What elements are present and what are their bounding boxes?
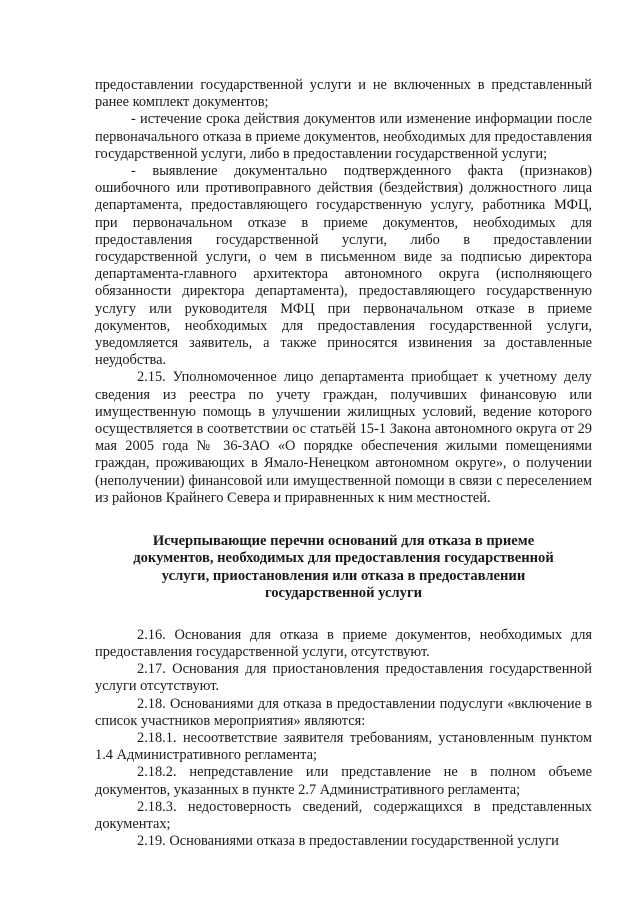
list-item-erroneous-action: - выявление документально подтвержденного факта (признаков) ошибочного или противоправного действия (бездействия) должностного лица департамента, предоставляющего государственную услугу, работника МФЦ, при первоначальном отказе в приеме документов, необходимых для предоставления государственной услуги, либо в предоставлении государственной услуги, о чем в письменном виде за подписью директора департамента-главного архитектора автономного округа (исполняющего обязанности директора департамента), предоставляющего государственную услугу или руководителя МФЦ при первоначальном отказе в приеме документов, необходимых для предоставления государственной услуги, уведомляется заявитель, а также приносятся извинения за доставленные неудобства. [95, 163, 592, 369]
section-heading-line: Исчерпывающие перечни оснований для отказа в приеме [152, 533, 535, 550]
clause-2-18: 2.18. Основаниями для отказа в предоставлении подуслуги «включение в список участников мероприятия» являются: [95, 695, 592, 729]
section-heading-line: услуги, приостановления или отказа в предоставлении [161, 567, 526, 584]
section-heading [95, 533, 592, 603]
list-item-document-expiry: - истечение срока действия документов или изменение информации после первоначального отказа в приеме документов, необходимых для предоставления государственной услуги, либо в предоставлении государственной услуги; [95, 111, 592, 162]
clause-2-18-1: 2.18.1. несоответствие заявителя требованиям, установленным пунктом 1.4 Административного регламента; [95, 729, 592, 764]
paragraph-continuation: предоставлении государственной услуги и не включенных в представленный ранее комплект документов; [95, 77, 592, 111]
section-heading-line: документов, необходимых для предоставления государственной [133, 550, 554, 567]
clause-2-16: 2.16. Основания для отказа в приеме документов, необходимых для предоставления государственной услуги, отсутствуют. [95, 626, 592, 660]
section-heading-line: государственной услуги [264, 585, 423, 602]
clause-2-18-3: 2.18.3. недостоверность сведений, содержащихся в представленных документах; [95, 798, 592, 832]
clause-2-18-2: 2.18.2. непредставление или представление не в полном объеме документов, указанных в пункте 2.7 Административного регламента; [95, 764, 592, 798]
clause-2-19: 2.19. Основаниями отказа в предоставлении государственной услуги [137, 833, 559, 850]
clause-2-15: 2.15. Уполномоченное лицо департамента приобщает к учетному делу сведения из реестра по учету граждан, получивших финансовую или имущественную помощь в улучшении жилищных условий, ведение которого осуществляется в соответствии ос статьёй 15-1 Закона автономного округа от 29 мая 2005 года № 36-ЗАО «О порядке обеспечения жилыми помещениями граждан, проживающих в Ямало-Ненецком автономном округе», о получении (неполучении) финансовой или имущественной помощи в связи с переселением из районов Крайнего Севера и приравненных к ним местностей. [95, 369, 592, 506]
clause-2-17: 2.17. Основания для приостановления предоставления государственной услуги отсутствуют. [95, 661, 592, 695]
